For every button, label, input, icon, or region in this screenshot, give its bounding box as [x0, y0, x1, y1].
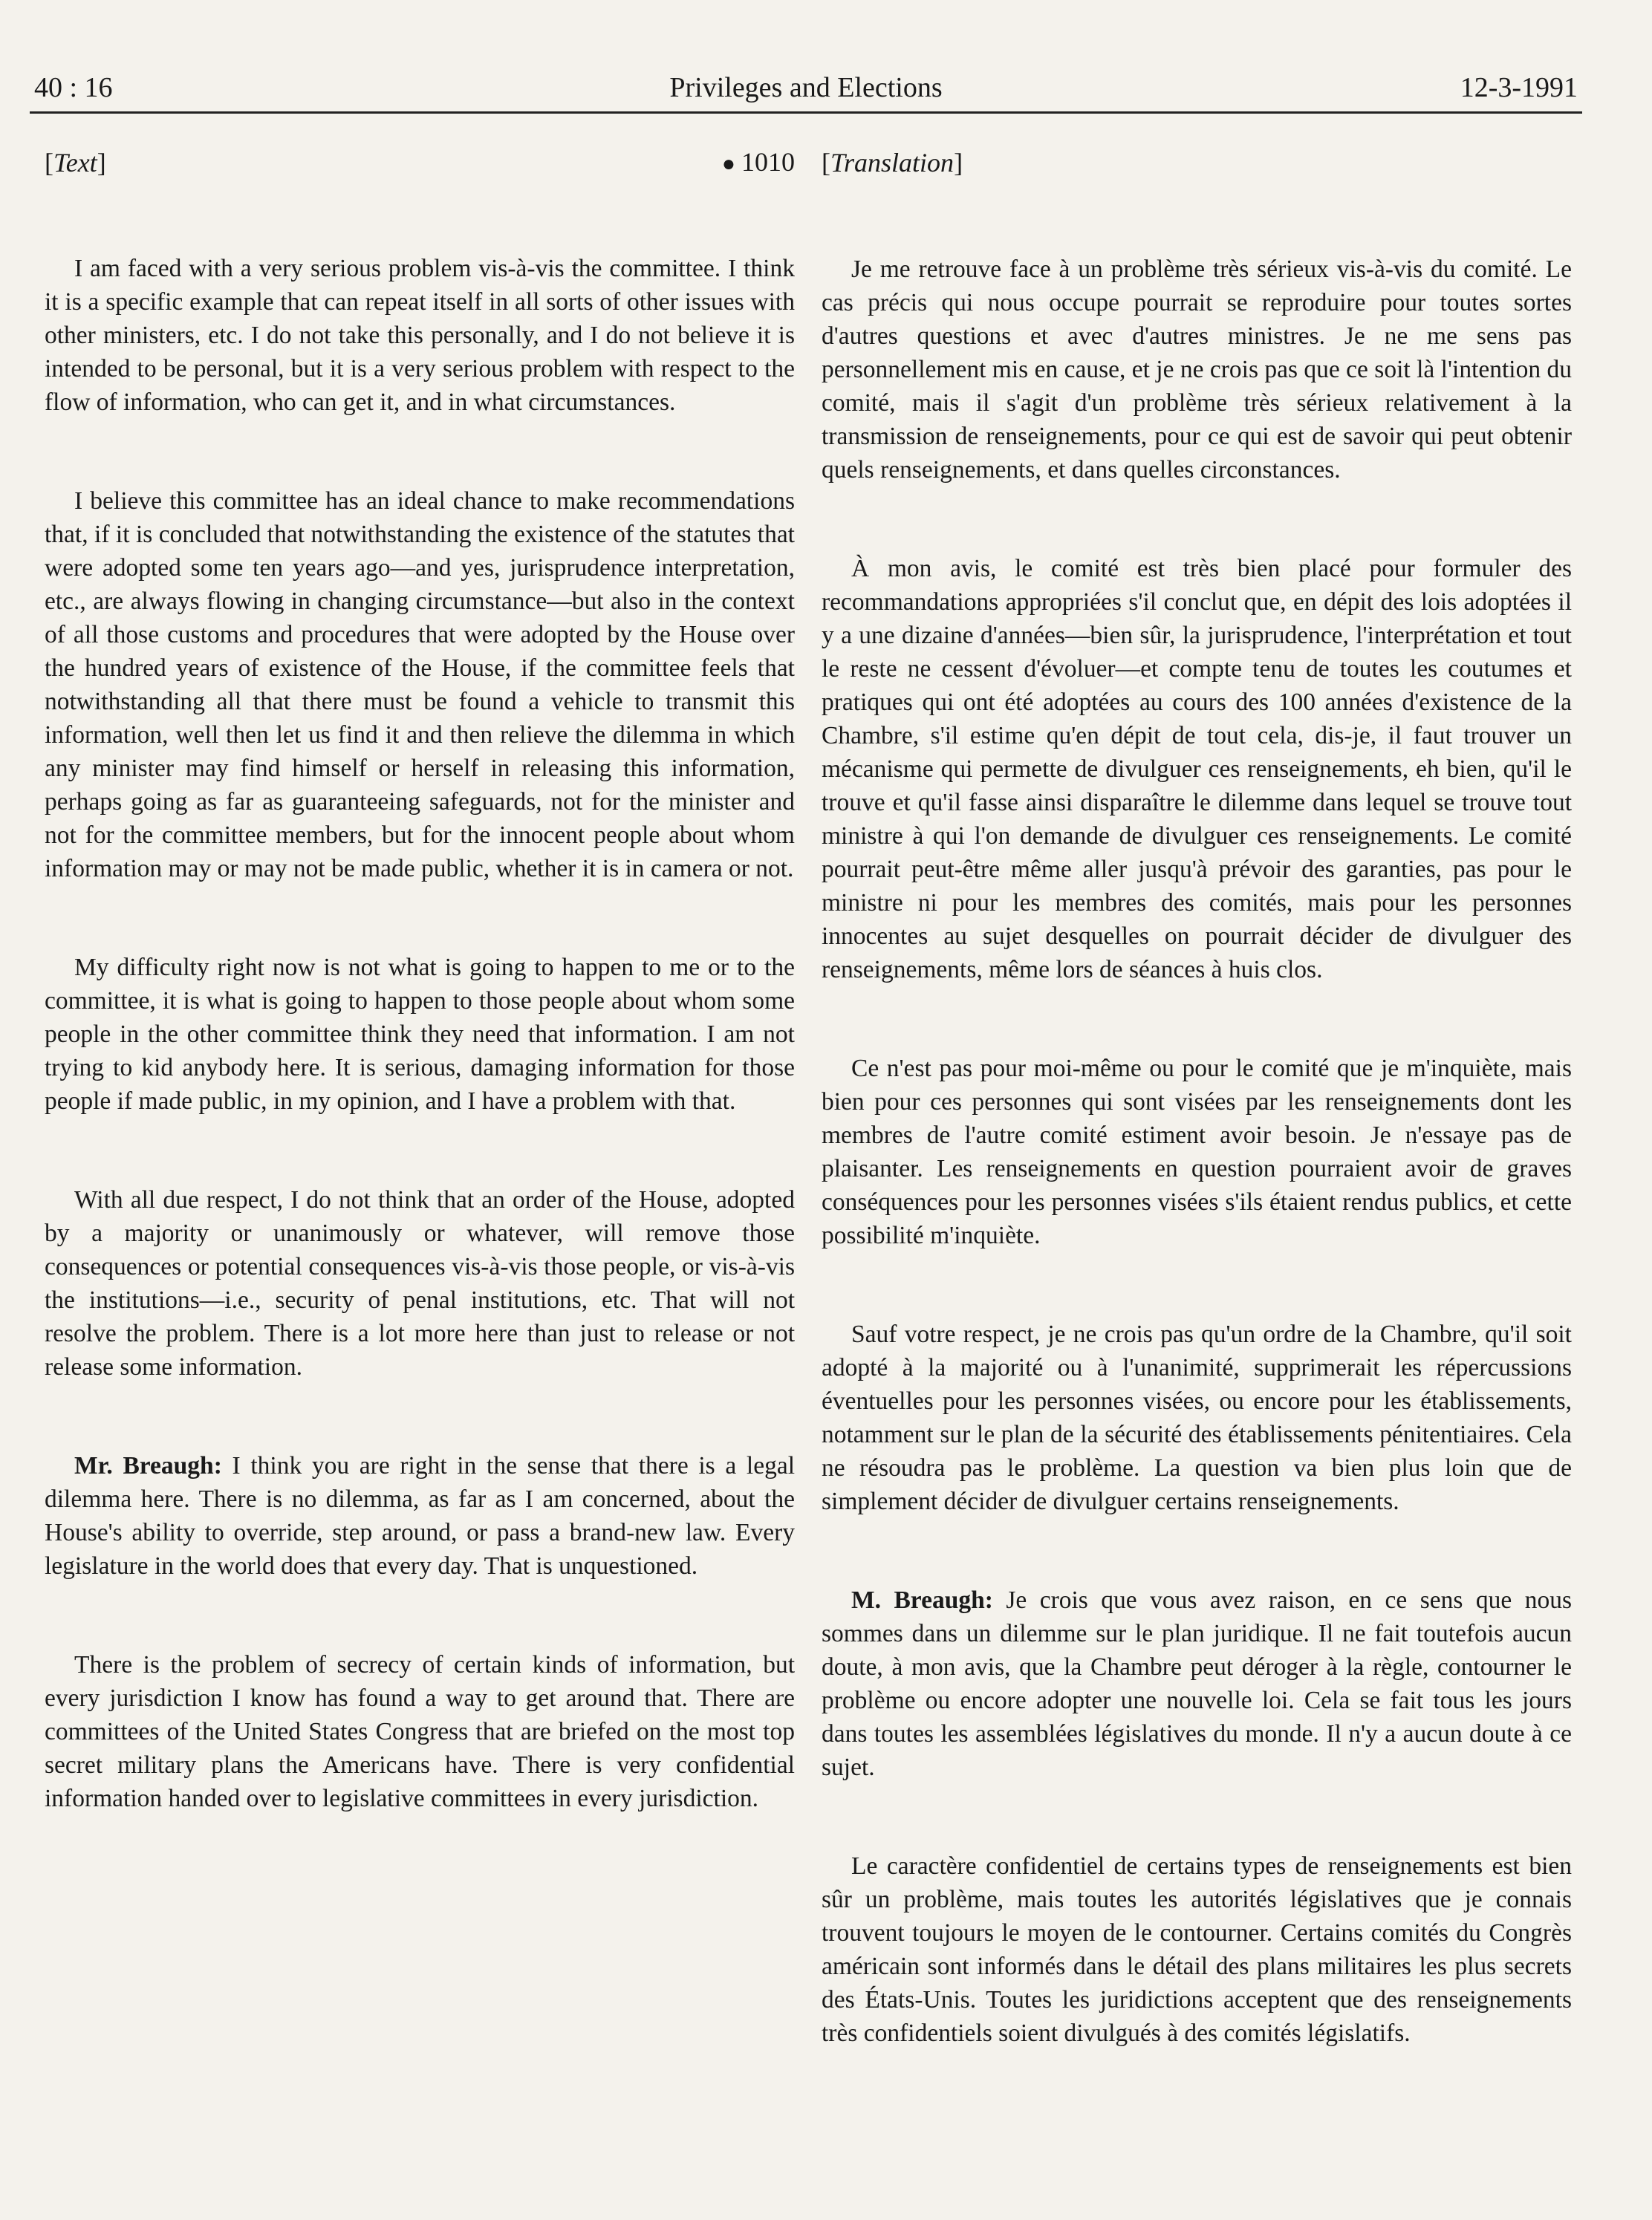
french-paragraph-last: Le caractère confidentiel de certains types de renseignements est bien sûr un problème, mais toutes les autorités législatives que je connais trouvent toujours le moyen de le contourner. Certains comités du Congrès américain sont informés dans le détail des plans militaires les plus secrets des États-Unis. Toutes les juridictions acceptent que des renseignements très confidentiels soient divulgués à des comités législatifs.: [822, 1852, 1572, 2047]
english-paragraph-4: With all due respect, I do not think that an order of the House, adopted by a majority or unanimously or whatever, will remove those consequences or potential consequences vis-à-vis those people, or vis-à-vis the institutions—i.e., security of penal institutions, etc. That will not resolve the problem. There is a lot more here than just to release or not release some information.: [45, 1186, 795, 1381]
speaker-text: I think you are right in the sense that there is a legal dilemma here. There is no dilemma, as far as I am concerned, about the House's ability to override, step around, or pass a brand-new law. Every legislature in the world does that every day. That is unquestioned.: [45, 1452, 796, 1580]
speaker-text: Je crois que vous avez raison, en ce sens que nous sommes dans un dilemme sur le plan juridique. Il ne fait toutefois aucun doute, à mon avis, que la Chambre peut déroger à la règle, contourner le problème ou encore adopter une nouvelle loi. Cela se fait tous les jours dans toutes les assemblées législatives du monde. Il n'y a aucun doute à ce sujet.: [822, 1586, 1572, 1781]
document-page: [30, 67, 1582, 2047]
french-paragraph-2: À mon avis, le comité est très bien placé pour formuler des recommandations appropriées s'il conclut que, en dépit des lois adoptées il y a une dizaine d'années—bien sûr, la jurisprudence, l'interprétation et tout le reste ne cessent d'évoluer—et compte tenu de toutes les coutumes et pratiques qui ont été adoptées au cours des 100 années d'existence de la Chambre, s'il estime qu'en dépit de tout cela, dis-je, il faut trouver un mécanisme qui permette de divulguer ces renseignements, eh bien, qu'il le trouve et qu'il fasse ainsi disparaître le dilemme dans lequel se trouve tout ministre à qui l'on demande de divulguer ces renseignements. Le comité pourrait peut-être même aller jusqu'à prévoir des garanties, pas pour le ministre ni pour les membres des comités, mais pour les personnes innocentes au sujet desquelles on pourrait décider de divulguer des renseignements, même lors de séances à huis clos.: [822, 555, 1572, 983]
column-label-translation: [Translation]: [822, 148, 963, 178]
english-paragraph-2: I believe this committee has an ideal chance to make recommendations that, if it is concluded that notwithstanding the existence of the statutes that were adopted some ten years ago—and yes, jurisprudence interpretation, etc., are always flowing in changing circumstance—but also in the context of all those customs and procedures that were adopted by the House over the hundred years of existence of the House, if the committee feels that notwithstanding all that there must be found a vehicle to transmit this information, well then let us find it and then relieve the dilemma in which any minister may find himself or herself in releasing this information, perhaps going as far as guaranteeing safeguards, not for the minister and not for the committee members, but for the innocent people about whom information may or may not be made public, whether it is in camera or not.: [45, 487, 795, 882]
french-paragraph-3: Ce n'est pas pour moi-même ou pour le comité que je m'inquiète, mais bien pour ces personnes qui sont visées par les renseignements dont les membres de l'autre comité estiment avoir besoin. Je n'essaye pas de plaisanter. Les renseignements en question pourraient avoir de graves conséquences pour les personnes visées s'ils étaient rendus publics, et cette possibilité m'inquiète.: [822, 1055, 1572, 1249]
french-speaker-paragraph: [822, 1583, 1572, 1784]
english-paragraph-last: There is the problem of secrecy of certain kinds of information, but every jurisdiction I know has found a way to get around that. There are committees of the United States Congress that are briefed on the most top secret military plans the Americans have. There is very confidential information handed over to legislative committees in every jurisdiction.: [45, 1651, 795, 1812]
timestamp-marker: ● 1010: [721, 147, 795, 177]
english-speaker-paragraph: [45, 1449, 795, 1583]
column-label-text: [Text]: [45, 148, 106, 178]
french-column: [822, 147, 1572, 2050]
page-number: 40 : 16: [34, 72, 113, 103]
session-date: 12-3-1991: [1460, 72, 1578, 103]
bullet-icon: ●: [721, 152, 735, 176]
speaker-name: Mr. Breaugh:: [74, 1452, 222, 1480]
french-paragraph-4: Sauf votre respect, je ne crois pas qu'un ordre de la Chambre, qu'il soit adopté à la majorité ou à l'unanimité, supprimerait les répercussions éventuelles pour les personnes visées, ou encore pour les établissements, notamment sur le plan de la sécurité des établissements pénitentiaires. Cela ne résoudra pas le problème. La question va bien plus loin que de simplement décider de divulguer certains renseignements.: [822, 1321, 1572, 1515]
speaker-name: M. Breaugh:: [851, 1586, 993, 1614]
english-column: [45, 147, 795, 1815]
french-paragraph-1: Je me retrouve face à un problème très sérieux vis-à-vis du comité. Le cas précis qui nous occupe pourrait se reproduire pour toutes sortes d'autres questions et avec d'autres ministres. Je ne me sens pas personnellement mis en cause, et je ne crois pas que ce soit là l'intention du comité, mais il s'agit d'un problème très sérieux relativement à la transmission de renseignements, pour ce qui est de savoir qui peut obtenir quels renseignements, et dans quelles circonstances.: [822, 255, 1572, 484]
running-header: [30, 67, 1582, 114]
publication-title: Privileges and Elections: [669, 72, 943, 103]
english-paragraph-3: My difficulty right now is not what is going to happen to me or to the committee, it is what is going to happen to those people about whom some people in the other committee think they need that information. I am not trying to kid anybody here. It is serious, damaging information for those people if made public, in my opinion, and I have a problem with that.: [45, 954, 795, 1115]
english-paragraph-1: I am faced with a very serious problem vis-à-vis the committee. I think it is a specific example that can repeat itself in all sorts of other issues with other ministers, etc. I do not take this personally, and I do not believe it is intended to be personal, but it is a very serious problem with respect to the flow of information, who can get it, and in what circumstances.: [45, 255, 795, 416]
